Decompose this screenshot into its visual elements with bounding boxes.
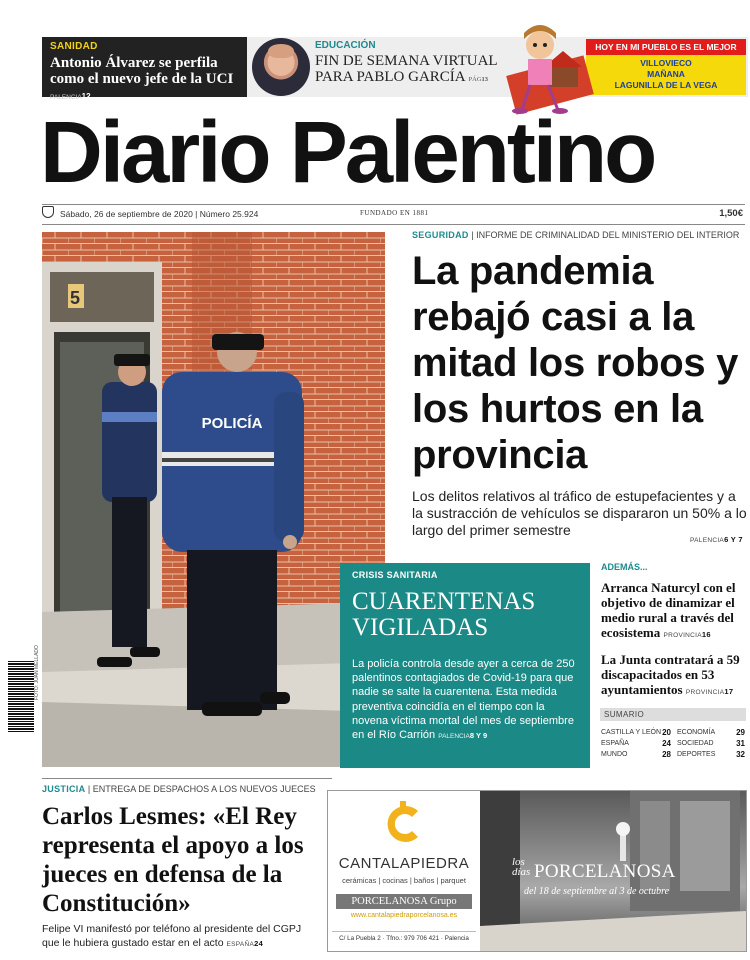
ad-address: C/ La Puebla 2 · Tfno.: 979 706 421 · Palencia bbox=[332, 931, 476, 942]
founded-year: FUNDADO EN 1881 bbox=[360, 209, 429, 217]
lead-photo bbox=[42, 232, 385, 767]
dateline bbox=[42, 206, 745, 222]
sumario-label: SUMARIO bbox=[600, 708, 746, 721]
promo-dates: del 18 de septiembre al 3 de octubre bbox=[524, 886, 670, 897]
page-ref: PROVINCIA17 bbox=[685, 687, 734, 696]
sumario-row[interactable]: DEPORTES 32 bbox=[677, 750, 745, 759]
sumario-row[interactable]: ESPAÑA 24 bbox=[601, 739, 671, 748]
promo-brand: PORCELANOSA bbox=[534, 861, 676, 882]
ademas-item[interactable]: La Junta contratará a 59 discapacitados en 53 ayuntamientos PROVINCIA17 bbox=[601, 652, 740, 697]
teaser-educacion[interactable] bbox=[315, 40, 515, 94]
page-ref: ESPAÑA24 bbox=[226, 939, 264, 948]
ad-promo-image bbox=[480, 791, 746, 951]
ad-group: PORCELANOSA Grupo bbox=[336, 894, 472, 909]
sumario-column-left bbox=[601, 727, 671, 760]
crisis-body: La policía controla desde ayer a cerca de 250 palentinos contagiados de Covid-19 para que nadie se salte la cuarentena. Esta medida preventiva coincidía en el tiempo con la novena víctima mortal del mes de septiembre en el Río Carrión PALENCIA8 Y 9 bbox=[352, 658, 575, 742]
issue-date: Sábado, 26 de septiembre de 2020 | Número 25.924 bbox=[60, 209, 259, 219]
teaser-pueblo[interactable] bbox=[586, 39, 746, 95]
teaser-line: MAÑANA bbox=[647, 69, 685, 79]
crisis-headline: CUARENTENAS VIGILADAS bbox=[352, 588, 536, 641]
sumario-row[interactable]: CASTILLA Y LEÓN 20 bbox=[601, 728, 671, 737]
advertisement[interactable] bbox=[327, 790, 747, 952]
teaser-band: HOY EN MI PUEBLO ES EL MEJOR bbox=[586, 39, 746, 55]
crisis-box[interactable] bbox=[340, 563, 590, 768]
divider bbox=[42, 224, 745, 225]
ad-brand-panel bbox=[328, 791, 480, 951]
cover-price: 1,50€ bbox=[719, 208, 743, 219]
justicia-summary: Felipe VI manifestó por teléfono al presidente del CGPJ que le hubiera gustado estar en el acto ESPAÑA24 bbox=[42, 923, 302, 949]
divider bbox=[42, 778, 332, 779]
lead-summary: Los delitos relativos al tráfico de estupefacientes y a la sustracción de vehículos se dispararon un 50% a lo largo del primer semestre bbox=[412, 488, 747, 538]
page-ref: PALENCIA6 Y 7 bbox=[690, 535, 743, 544]
ad-brand-name: CANTALAPIEDRA bbox=[338, 855, 470, 872]
barcode bbox=[8, 660, 34, 732]
sumario-row[interactable]: SOCIEDAD 31 bbox=[677, 739, 745, 748]
page-ref: PALENCIA12 bbox=[50, 92, 91, 101]
page-ref: PROVINCIA16 bbox=[663, 630, 711, 639]
teaser-sanidad[interactable] bbox=[42, 37, 247, 101]
teaser-headline: Antonio Álvarez se perfila como el nuevo jefe de la UCI PALENCIA12 bbox=[50, 55, 234, 101]
justicia-kicker: JUSTICIA | ENTREGA DE DESPACHOS A LOS NUEVOS JUECES bbox=[42, 784, 316, 794]
teaser-headline: FIN DE SEMANA VIRTUAL PARA PABLO GARCÍA PÁG13 bbox=[315, 53, 498, 85]
teaser-line: VILLOVIECO bbox=[640, 58, 692, 68]
door-number: 5 bbox=[70, 288, 81, 308]
teaser-portrait-photo bbox=[252, 38, 310, 96]
sumario-row[interactable]: ECONOMÍA 29 bbox=[677, 728, 745, 737]
photo-credit: FOTO: JUAN MELLADO bbox=[34, 645, 40, 700]
lead-headline[interactable]: La pandemia rebajó casi a la mitad los robos y los hurtos en la provincia bbox=[412, 249, 739, 477]
ademas-kicker: ADEMÁS... bbox=[601, 562, 648, 572]
brand-logo-icon bbox=[378, 799, 428, 849]
vest-label: POLICÍA bbox=[201, 415, 263, 432]
teaser-kicker: SANIDAD bbox=[50, 41, 98, 52]
ademas-item[interactable]: Arranca Naturcyl con el objetivo de dinamizar el medio rural a través del ecosistema PROVINCIA16 bbox=[601, 580, 736, 640]
crisis-kicker: CRISIS SANITARIA bbox=[352, 570, 438, 580]
justicia-headline[interactable]: Carlos Lesmes: «El Rey representa el apoyo a los jueces en defensa de la Constitución» bbox=[42, 803, 304, 917]
ad-website[interactable]: www.cantalapiedraporcelanosa.es bbox=[350, 912, 458, 919]
page-ref: PÁG13 bbox=[468, 76, 489, 83]
divider bbox=[42, 204, 745, 205]
sumario-row[interactable]: MUNDO 28 bbox=[601, 750, 671, 759]
lead-kicker: SEGURIDAD | INFORME DE CRIMINALIDAD DEL MINISTERIO DEL INTERIOR bbox=[412, 230, 740, 240]
coat-of-arms-icon bbox=[42, 206, 54, 218]
promo-los: los días bbox=[512, 856, 531, 878]
masthead-title[interactable]: Diario Palentino bbox=[40, 104, 655, 201]
sumario-column-right bbox=[677, 727, 745, 760]
ad-tags: cerámicas | cocinas | baños | parquet bbox=[342, 876, 466, 885]
teaser-line: LAGUNILLA DE LA VEGA bbox=[614, 80, 718, 90]
page-ref: PALENCIA8 Y 9 bbox=[438, 731, 488, 741]
teaser-kicker: EDUCACIÓN bbox=[315, 40, 376, 51]
